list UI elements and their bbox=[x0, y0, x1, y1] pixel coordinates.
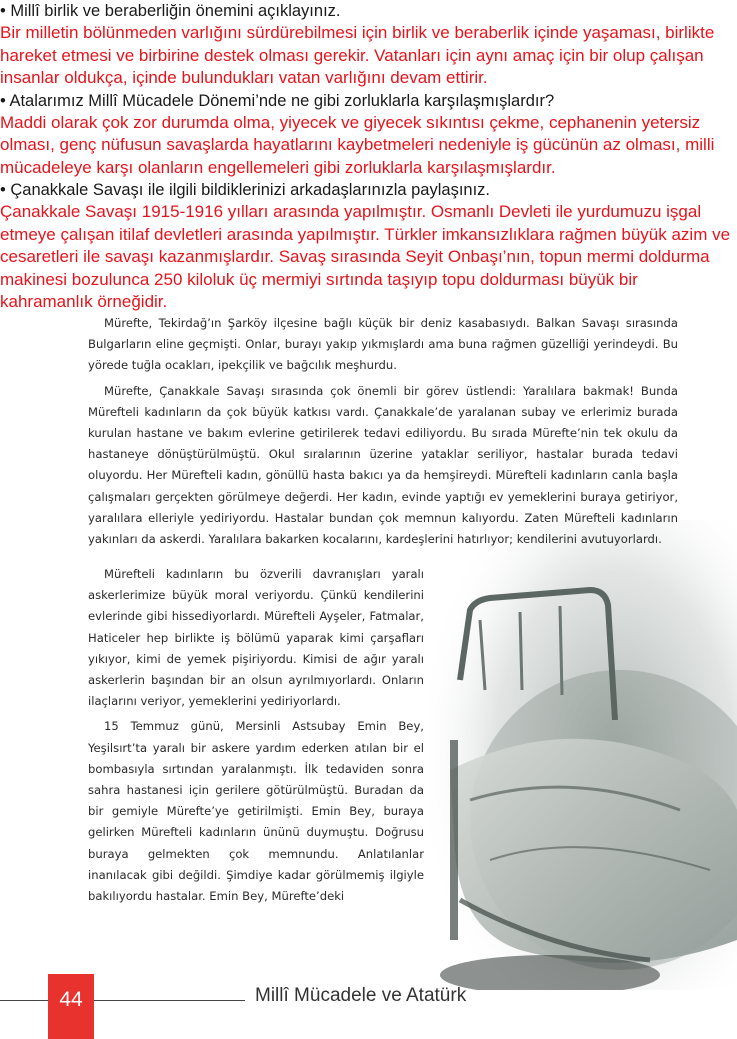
question-2: • Atalarımız Millî Mücadele Dönemi’nde ne gibi zorluklarla karşılaşmışlardır? bbox=[0, 91, 555, 110]
story-paragraph: Mürefte, Çanakkale Savaşı sırasında çok önemli bir görev üstlendi: Yaralılara bakmak! Bunda Müreftelі kadınların da çok büyük katkısı vardı. Çanakkale’de yaralanan subay ve erlerimiz burada kurulan hastane ve bakım evlerine getirilerek tedavi ediliyordu. Bu sırada Mürefte’nin tek okulu da hastaneye dönüştürülmüştü. Okul sıralarının üzerine yataklar seriliyor, hastalar burada tedavi oluyordu. Her Müreftelі kadın, gönüllü hasta bakıcı ya da hemşireydi. Müreftelі kadınların canla başla çalışmaları gerçekten görülmeye değerdi. Her kadın, evinde yaptığı ev yemeklerini buraya getiriyor, yaralılara elleriyle yediriyordu. Hastalar bundan çok memnun kalıyordu. Zaten Müreftelі kadınların yakınları da askerdi. Yaralılara bakarken kocalarını, kardeşlerini hatırlıyor; kendilerini avutuyorlardı. bbox=[88, 383, 678, 547]
question-1: • Millî birlik ve beraberliğin önemini açıklayınız. bbox=[0, 2, 341, 20]
footer-divider bbox=[0, 1000, 245, 1001]
answer-2: Maddi olarak çok zor durumda olma, yiyecek ve giyecek sıkıntısı çekme, cephanenin yetersiz olması, genç nüfusun savaşlarda hayatlarını kaybetmeleri nedeniyle iş gücünün az olması, milli mücadeleye karşı olanların engellemeleri gibi zorluklarla karşılaşmışlardır. bbox=[0, 112, 715, 177]
story-paragraph: Mürefte, Tekirdağ’ın Şarköy ilçesine bağlı küçük bir deniz kasabasıydı. Balkan Savaşı sırasında Bulgarların eline geçmişti. Onlar, burayı yakıp yıkmışlardı ama buna rağmen güzelliği yerindeydi. Bu yörede tuğla ocakları, ipekçilik ve bağcılık meşhurdu. bbox=[88, 316, 678, 373]
story-intro bbox=[88, 313, 678, 554]
story-paragraph: 15 Temmuz günü, Mersinli Astsubay Emin Bey, Yeşilsırt’ta yaralı bir askere yardım ederken atılan bir el bombasıyla sırtından yaralanmıştı. İlk tedaviden sonra sahra hastanesi için gerilere götürülmüştü. Buradan da bir gemiyle Mürefte’ye getirilmişti. Emin Bey, buraya gelirken Müreftelі kadınların ününü duymuştu. Doğrusu buraya gelmekten çok memnundu. Anlatılanlar inanılacak gibi değildi. Şimdiye kadar görülmemiş ilgiyle bakılıyordu hastalar. Emin Bey, Mürefte’deki bbox=[88, 719, 424, 904]
answer-1: Bir milletin bölünmeden varlığını sürdürebilmesi için birlik ve beraberlik içinde yaşaması, birlikte hareket etmesi ve birbirine destek olması gerekir. Vatanları için aynı amaç için bir olup çalışan insanlar oldukça, içinde bulundukları vatan varlığını devam ettirir. bbox=[0, 23, 715, 87]
footer-book-title: Millî Mücadele ve Atatürk bbox=[255, 985, 467, 1006]
question-answer-section bbox=[0, 0, 737, 314]
story-paragraph: Müreftelі kadınların bu özverili davranışları yaralı askerlerimize büyük moral veriyordu. Çünkü kendilerini evlerinde gibi hissediyorlardı. Müreftelі Ayşeler, Fatmalar, Haticeler hep birlikte iş bölümü yaparak kimi çarşafları yıkıyor, kimi de yemek pişiriyordu. Kimisi de ağır yaralı askerlerin başından bir an olsun ayrılmıyorlardı. Onların ilaçlarını veriyor, yemeklerini yediriyorlardı. bbox=[88, 567, 424, 709]
hospital-bed-illustration bbox=[430, 520, 737, 990]
story-column bbox=[88, 564, 424, 911]
page-number: 44 bbox=[48, 974, 94, 1039]
answer-3: Çanakkale Savaşı 1915-1916 yılları arasında yapılmıştır. Osmanlı Devleti ile yurdumuzu işgal etmeye çalışan itilaf devletleri arasında yapılmıştır. Türkler imkansızlıklara rağmen büyük azim ve cesaretleri ile savaşı kazanmışlardır. Savaş sırasında Seyit Onbaşı’nın, topun mermi doldurma makinesi bozulunca 250 kiloluk üç mermiyi sırtında taşıyıp topu doldurması büyük bir kahramanlık örneğidir. bbox=[0, 202, 731, 311]
question-3: • Çanakkale Savaşı ile ilgili bildiklerinizi arkadaşlarınızla paylaşınız. bbox=[0, 181, 490, 199]
